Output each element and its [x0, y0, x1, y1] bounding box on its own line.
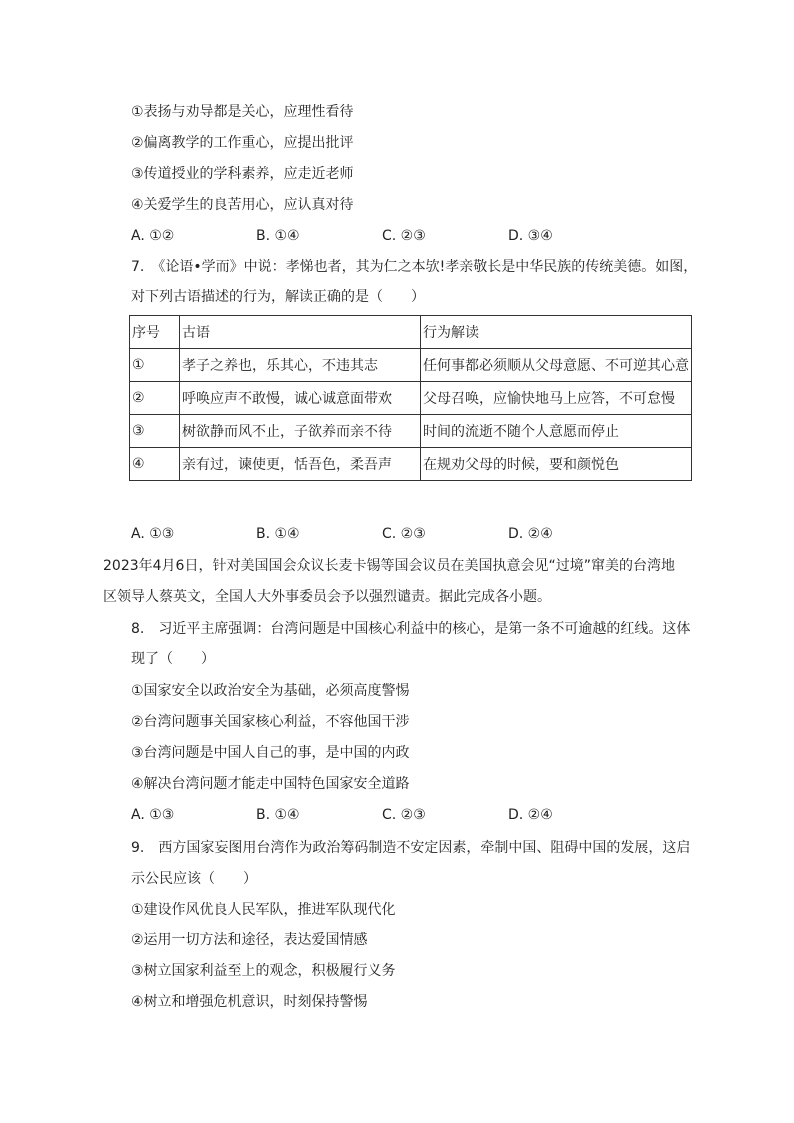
table-row: [130, 448, 692, 481]
header-cell-saying: 古语: [180, 316, 421, 349]
q8-item-2: ②台湾问题事关国家核心利益，不容他国干涉: [131, 714, 410, 730]
q8-item-1: ①国家安全以政治安全为基础，必须高度警惕: [131, 683, 410, 699]
q6-item-1: ①表扬与劝导都是关心，应理性看待: [131, 104, 354, 120]
q8-item-3: ③台湾问题是中国人自己的事，是中国的内政: [131, 745, 410, 761]
q8-option-a: A. ①③: [131, 807, 175, 823]
header-cell-index: 序号: [130, 316, 180, 349]
q6-item-2: ②偏离教学的工作重心，应提出批评: [131, 135, 354, 151]
q8-option-d: D. ②④: [508, 807, 553, 823]
table-cell: ②: [130, 382, 180, 415]
table-cell: 孝子之养也，乐其心，不违其志: [180, 349, 421, 382]
intro-line2: 区领导人蔡英文，全国人大外事委员会予以强烈谴责。据此完成各小题。: [103, 589, 551, 605]
q9-stem-line2: 示公民应该（ ）: [131, 871, 257, 887]
q7-stem-line2: 对下列古语描述的行为，解读正确的是（ ）: [131, 289, 425, 305]
q6-option-d: D. ③④: [508, 228, 553, 244]
table-row: [130, 415, 692, 448]
q9-stem-line1: 9. 西方国家妄图用台湾作为政治筹码制造不安定因素，牵制中国、阻碍中国的发展，这启: [131, 840, 691, 856]
q8-stem-line1: 8. 习近平主席强调：台湾问题是中国核心利益中的核心，是第一条不可逾越的红线。这体: [131, 621, 691, 637]
table-cell: 树欲静而风不止，子欲养而亲不待: [180, 415, 421, 448]
q9-item-1: ①建设作风优良人民军队，推进军队现代化: [131, 902, 396, 918]
table-row: [130, 382, 692, 415]
q8-item-4: ④解决台湾问题才能走中国特色国家安全道路: [131, 776, 410, 792]
q6-options: [131, 226, 731, 246]
q7-options: [131, 524, 731, 544]
q8-option-c: C. ②③: [382, 807, 426, 823]
header-cell-interpretation: 行为解读: [421, 316, 692, 349]
q9-item-3: ③树立国家利益至上的观念，积极履行义务: [131, 963, 396, 979]
q7-option-b: B. ①④: [256, 526, 300, 542]
q7-table: [129, 315, 692, 481]
q6-option-a: A. ①②: [131, 228, 175, 244]
q8-stem-line2: 现了（ ）: [131, 651, 215, 667]
q7-option-a: A. ①③: [131, 526, 175, 542]
table-cell: 亲有过，谏使更，恬吾色，柔吾声: [180, 448, 421, 481]
q8-option-b: B. ①④: [256, 807, 300, 823]
table-cell: ③: [130, 415, 180, 448]
q9-item-4: ④树立和增强危机意识，时刻保持警惕: [131, 994, 368, 1010]
table-row: [130, 349, 692, 382]
q8-options: [131, 805, 731, 825]
q6-item-3: ③传道授业的学科素养，应走近老师: [131, 166, 354, 182]
table-cell: 父母召唤，应愉快地马上应答，不可怠慢: [421, 382, 692, 415]
q9-item-2: ②运用一切方法和途径，表达爱国情感: [131, 932, 368, 948]
intro-line1: 2023年4月6日，针对美国国会众议长麦卡锡等国会议员在美国执意会见“过境”窜美的台湾地: [103, 558, 675, 574]
q7-option-d: D. ②④: [508, 526, 553, 542]
q7-stem-line1: 7. 《论语•学而》中说：孝悌也者，其为仁之本欤!孝亲敬长是中华民族的传统美德。如图，: [131, 259, 698, 275]
q7-option-c: C. ②③: [382, 526, 426, 542]
table-cell: ④: [130, 448, 180, 481]
q6-item-4: ④关爱学生的良苦用心，应认真对待: [131, 197, 354, 213]
table-cell: 在规劝父母的时候，要和颜悦色: [421, 448, 692, 481]
table-cell: 任何事都必须顺从父母意愿、不可逆其心意: [421, 349, 692, 382]
table-cell: 时间的流逝不随个人意愿而停止: [421, 415, 692, 448]
q6-option-c: C. ②③: [382, 228, 426, 244]
table-header-row: [130, 316, 692, 349]
q6-option-b: B. ①④: [256, 228, 300, 244]
table-cell: 呼唤应声不敢慢，诚心诚意面带欢: [180, 382, 421, 415]
table-cell: ①: [130, 349, 180, 382]
